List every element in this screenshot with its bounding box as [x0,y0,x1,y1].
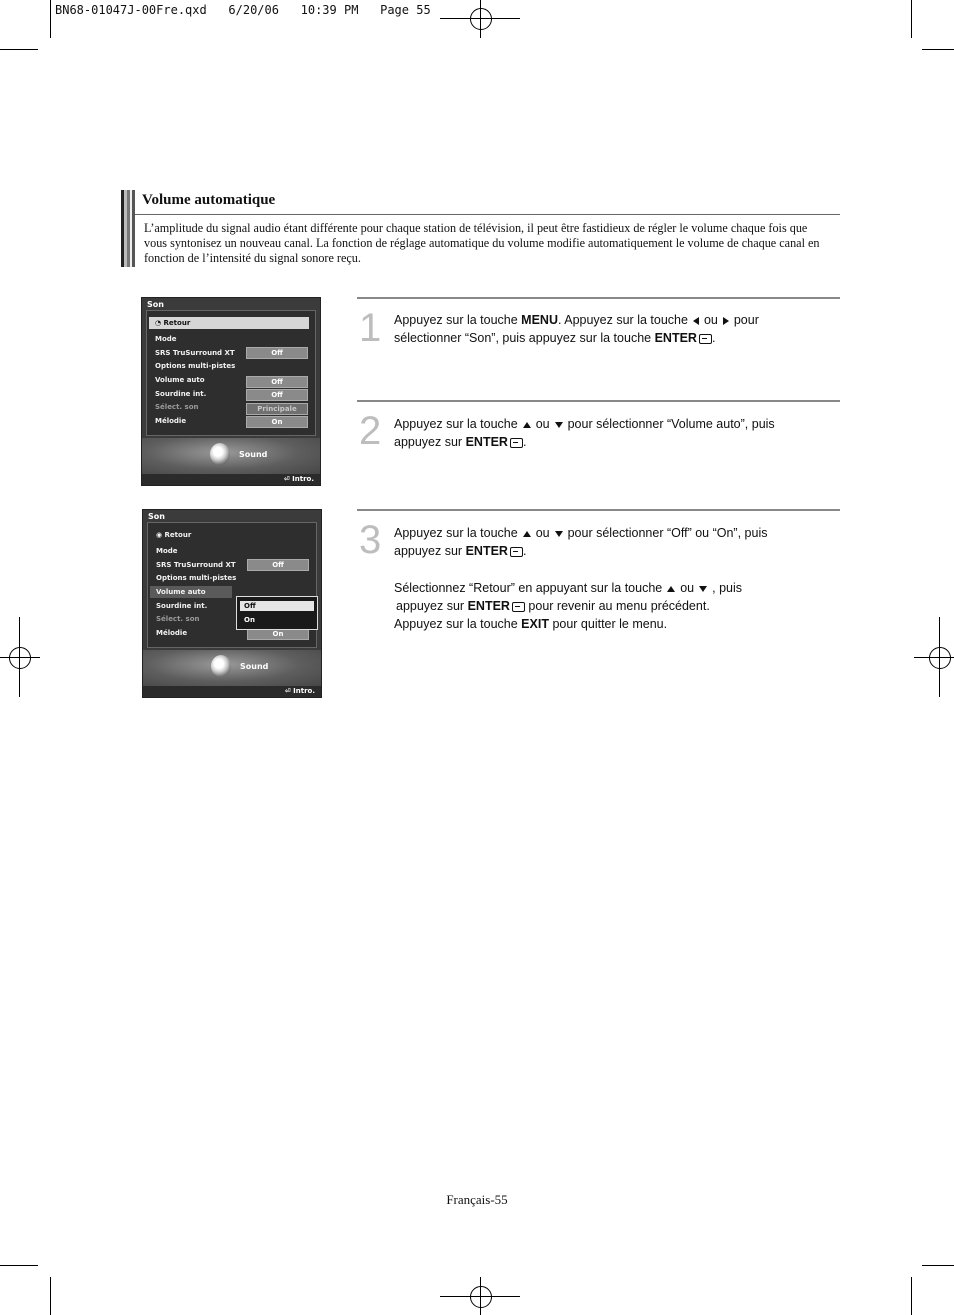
down-arrow-icon [699,586,707,592]
page-number: Français-55 [446,1192,508,1207]
up-arrow-icon [523,531,531,537]
menu-bottom-bar [143,686,321,697]
back-icon: ◉ [156,531,165,539]
menu-item-retour[interactable]: ◔ Retour [149,317,309,329]
file-slug: BN68-01047J-00Fre.qxd 6/20/06 10:39 PM Page 55 [55,3,431,17]
footer-sound-label: Sound [240,662,269,671]
back-icon: ◔ [155,319,164,327]
enter-icon: ⏎ [283,475,293,483]
intro-hint: ⏎ Intro. [284,687,315,695]
step-1-divider [357,297,840,299]
section-title: Volume automatique [142,192,276,208]
enter-icon [699,334,712,344]
volume-auto-popup [236,596,318,630]
menu-title: Son [147,300,164,309]
sound-disc-icon [210,443,230,465]
section-divider [135,214,840,215]
tv-menu-screen-2 [142,509,322,698]
menu-item-volume-auto[interactable]: Volume auto [150,586,232,598]
menu-item-volume-auto[interactable]: Volume auto [155,376,205,384]
menu-item-mute[interactable]: Sourdine int. [156,602,208,610]
step-1-text: Appuyez sur la touche MENU. Appuyez sur la touche ou pour sélectionner “Son”, puis appuyez sur la touche ENTER . [394,313,759,345]
value-sound-select: Principale [246,403,308,415]
value-melody: On [247,628,309,640]
value-volume-auto: Off [246,376,308,388]
menu-item-mute[interactable]: Sourdine int. [155,390,207,398]
popup-option-on[interactable]: On [244,616,255,624]
step-3-divider [357,509,840,511]
popup-option-off[interactable]: Off [240,601,314,611]
up-arrow-icon [667,586,675,592]
menu-list [147,522,317,648]
menu-item-sound-select[interactable]: Sélect. son [156,615,200,623]
menu-item-srs[interactable]: SRS TruSurround XT [156,561,236,569]
enter-icon [512,602,525,612]
menu-item-srs[interactable]: SRS TruSurround XT [155,349,235,357]
menu-item-sound-select[interactable]: Sélect. son [155,403,199,411]
menu-item-melody[interactable]: Mélodie [155,417,187,425]
up-arrow-icon [523,422,531,428]
menu-bottom-bar [142,474,320,485]
enter-icon [510,547,523,557]
menu-item-mode[interactable]: Mode [156,547,178,555]
enter-icon: ⏎ [284,687,294,695]
intro-hint: ⏎ Intro. [283,475,314,483]
footer-sound-label: Sound [239,450,268,459]
step-2-number: 2 [359,409,382,453]
step-3-number: 3 [359,518,382,562]
section-bar [121,190,135,267]
menu-item-multi-track[interactable]: Options multi-pistes [155,362,236,370]
menu-item-retour[interactable]: ◉ Retour [156,531,192,539]
menu-footer [142,438,320,474]
section-intro: L’amplitude du signal audio étant différente pour chaque station de télévision, il peut être fastidieux de régler le volume chaque fois que vous syntonisez un nouveau canal. La fonction de réglage automatique du volume modifie automatiquement le volume de chaque canal en fonction de l’intensité du signal sonore reçu. [144,221,820,265]
tv-menu-screen-1 [141,297,321,486]
menu-footer [143,650,321,686]
value-mute: Off [246,389,308,401]
menu-item-melody[interactable]: Mélodie [156,629,188,637]
value-melody: On [246,416,308,428]
menu-item-mode[interactable]: Mode [155,335,177,343]
left-arrow-icon [693,317,699,325]
value-srs: Off [247,559,309,571]
step-3-text: Appuyez sur la touche ou pour sélectionner “Off” ou “On”, puis appuyez sur ENTER . Sélectionnez “Retour” en appuyant sur la touche ou , puis appuyez sur ENTER pour revenir au menu précédent. Appuyez sur la touche EXIT pour quitter le menu. [394,526,768,631]
enter-icon [510,438,523,448]
right-arrow-icon [723,317,729,325]
sound-disc-icon [211,655,231,677]
down-arrow-icon [555,531,563,537]
step-2-text: Appuyez sur la touche ou pour sélectionner “Volume auto”, puis appuyez sur ENTER . [394,417,775,449]
menu-title: Son [148,512,165,521]
down-arrow-icon [555,422,563,428]
menu-list [146,310,316,436]
step-2-divider [357,400,840,402]
value-srs: Off [246,347,308,359]
menu-item-multi-track[interactable]: Options multi-pistes [156,574,237,582]
step-1-number: 1 [359,306,382,350]
